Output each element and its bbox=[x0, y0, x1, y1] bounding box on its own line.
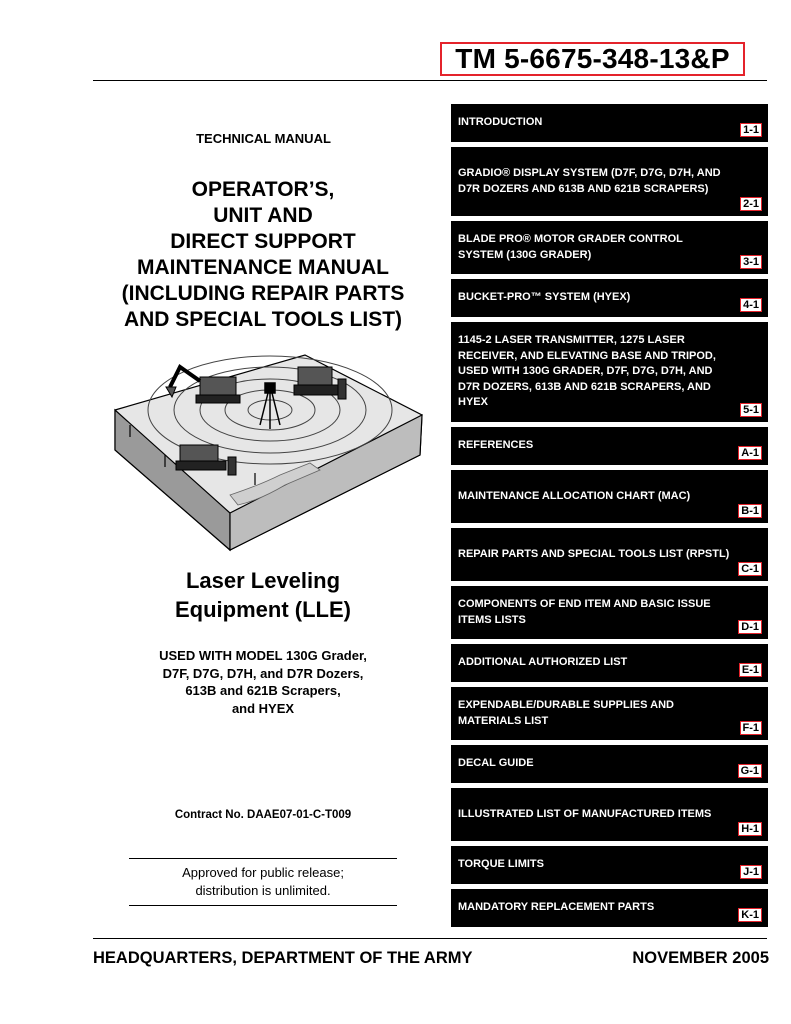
toc-entry-label: REFERENCES bbox=[458, 439, 534, 452]
toc-page-tab[interactable]: D-1 bbox=[738, 620, 762, 634]
equipment-title-line: Laser Leveling bbox=[185, 568, 341, 593]
approval-top-divider bbox=[129, 858, 397, 859]
toc-page-tab[interactable]: 1-1 bbox=[740, 123, 762, 137]
toc-page-tab[interactable]: C-1 bbox=[738, 562, 762, 576]
toc-page-tab[interactable]: F-1 bbox=[740, 721, 763, 735]
equipment-title-line: Equipment (LLE) bbox=[175, 597, 351, 622]
toc-entry-label: INTRODUCTION bbox=[458, 116, 543, 129]
toc-entry[interactable] bbox=[451, 104, 768, 142]
contract-number: Contract No. DAAE07-01-C-T009 bbox=[174, 809, 352, 821]
title-line: MAINTENANCE MANUAL bbox=[137, 256, 389, 279]
toc-entry-label: ADDITIONAL AUTHORIZED LIST bbox=[458, 656, 628, 669]
toc-page-tab[interactable]: 2-1 bbox=[740, 197, 762, 211]
used-with-line: D7F, D7G, D7H, and D7R Dozers, bbox=[162, 665, 364, 681]
toc-entry-label: REPAIR PARTS AND SPECIAL TOOLS LIST (RPSTL) bbox=[458, 547, 730, 560]
used-with-line: USED WITH MODEL 130G Grader, bbox=[159, 648, 367, 663]
toc-entry[interactable] bbox=[451, 846, 768, 884]
issuing-organization: HEADQUARTERS, DEPARTMENT OF THE ARMY bbox=[93, 949, 473, 967]
toc-entry[interactable] bbox=[451, 745, 768, 783]
approval-bottom-divider bbox=[129, 905, 397, 906]
title-line: (INCLUDING REPAIR PARTS bbox=[121, 282, 405, 305]
toc-page-tab[interactable]: A-1 bbox=[738, 446, 762, 460]
toc-entry[interactable] bbox=[451, 586, 768, 639]
approval-line: distribution is unlimited. bbox=[195, 883, 331, 898]
toc-page-tab[interactable]: 5-1 bbox=[740, 403, 762, 417]
toc-entry-label: DECAL GUIDE bbox=[458, 757, 534, 770]
toc-entry[interactable] bbox=[451, 687, 768, 740]
toc-entry-label: ILLUSTRATED LIST OF MANUFACTURED ITEMS bbox=[458, 807, 712, 820]
toc-entry[interactable] bbox=[451, 470, 768, 523]
toc-entry[interactable] bbox=[451, 889, 768, 927]
toc-page-tab[interactable]: J-1 bbox=[740, 865, 762, 879]
title-line: AND SPECIAL TOOLS LIST) bbox=[123, 308, 403, 331]
used-with-line: 613B and 621B Scrapers, bbox=[185, 683, 341, 698]
toc-entry-label: GRADIO® DISPLAY SYSTEM (D7F, D7G, D7H, AND D7R DOZERS AND 613B AND 621B SCRAPERS) bbox=[458, 167, 721, 195]
toc-entry[interactable] bbox=[451, 279, 768, 317]
toc-entry[interactable] bbox=[451, 322, 768, 422]
toc-entry[interactable] bbox=[451, 147, 768, 216]
toc-entry-label: MANDATORY REPLACEMENT PARTS bbox=[458, 901, 655, 914]
toc-page-tab[interactable]: H-1 bbox=[738, 822, 762, 836]
equipment-title bbox=[113, 566, 413, 624]
used-with-text bbox=[113, 647, 413, 717]
toc-page-tab[interactable]: K-1 bbox=[738, 908, 762, 922]
distribution-statement bbox=[129, 864, 397, 900]
bottom-divider bbox=[93, 938, 767, 939]
toc-entry-label: MAINTENANCE ALLOCATION CHART (MAC) bbox=[458, 489, 691, 502]
manual-title bbox=[88, 177, 438, 333]
toc-entry-label: BLADE PRO® MOTOR GRADER CONTROL SYSTEM (130G GRADER) bbox=[458, 233, 683, 261]
publication-date: NOVEMBER 2005 bbox=[632, 949, 769, 967]
toc-page-tab[interactable]: E-1 bbox=[739, 663, 762, 677]
toc-entry-label: BUCKET-PRO™ SYSTEM (HYEX) bbox=[458, 291, 631, 304]
toc-entry[interactable] bbox=[451, 788, 768, 841]
toc-entry[interactable] bbox=[451, 528, 768, 581]
toc-entry[interactable] bbox=[451, 644, 768, 682]
toc-page-tab[interactable]: 4-1 bbox=[740, 298, 762, 312]
toc-entry-label: EXPENDABLE/DURABLE SUPPLIES AND MATERIALS LIST bbox=[458, 699, 674, 727]
toc-entry[interactable] bbox=[451, 427, 768, 465]
approval-line: Approved for public release; bbox=[182, 865, 344, 880]
laser-leveling-illustration bbox=[110, 345, 425, 555]
toc-entry[interactable] bbox=[451, 221, 768, 274]
toc-page-tab[interactable]: G-1 bbox=[738, 764, 762, 778]
top-divider bbox=[93, 80, 767, 81]
title-line: OPERATOR’S, bbox=[191, 178, 335, 201]
toc-entry-label: TORQUE LIMITS bbox=[458, 858, 544, 871]
tm-number: TM 5-6675-348-13&P bbox=[440, 42, 745, 76]
title-line: UNIT AND bbox=[213, 204, 313, 227]
toc-page-tab[interactable]: B-1 bbox=[738, 504, 762, 518]
toc-entry-label: COMPONENTS OF END ITEM AND BASIC ISSUE ITEMS LISTS bbox=[458, 598, 711, 626]
used-with-line: and HYEX bbox=[231, 700, 295, 716]
toc-entry-label: 1145-2 LASER TRANSMITTER, 1275 LASER RECEIVER, AND ELEVATING BASE AND TRIPOD, USED WITH 130G GRADER, D7F, D7G, D7H, AND D7R DOZERS, 613B AND 621B SCRAPERS, AND HYEX bbox=[458, 334, 716, 409]
toc-page-tab[interactable]: 3-1 bbox=[740, 255, 762, 269]
title-line: DIRECT SUPPORT bbox=[170, 230, 356, 253]
manual-type-label: TECHNICAL MANUAL bbox=[196, 131, 331, 146]
